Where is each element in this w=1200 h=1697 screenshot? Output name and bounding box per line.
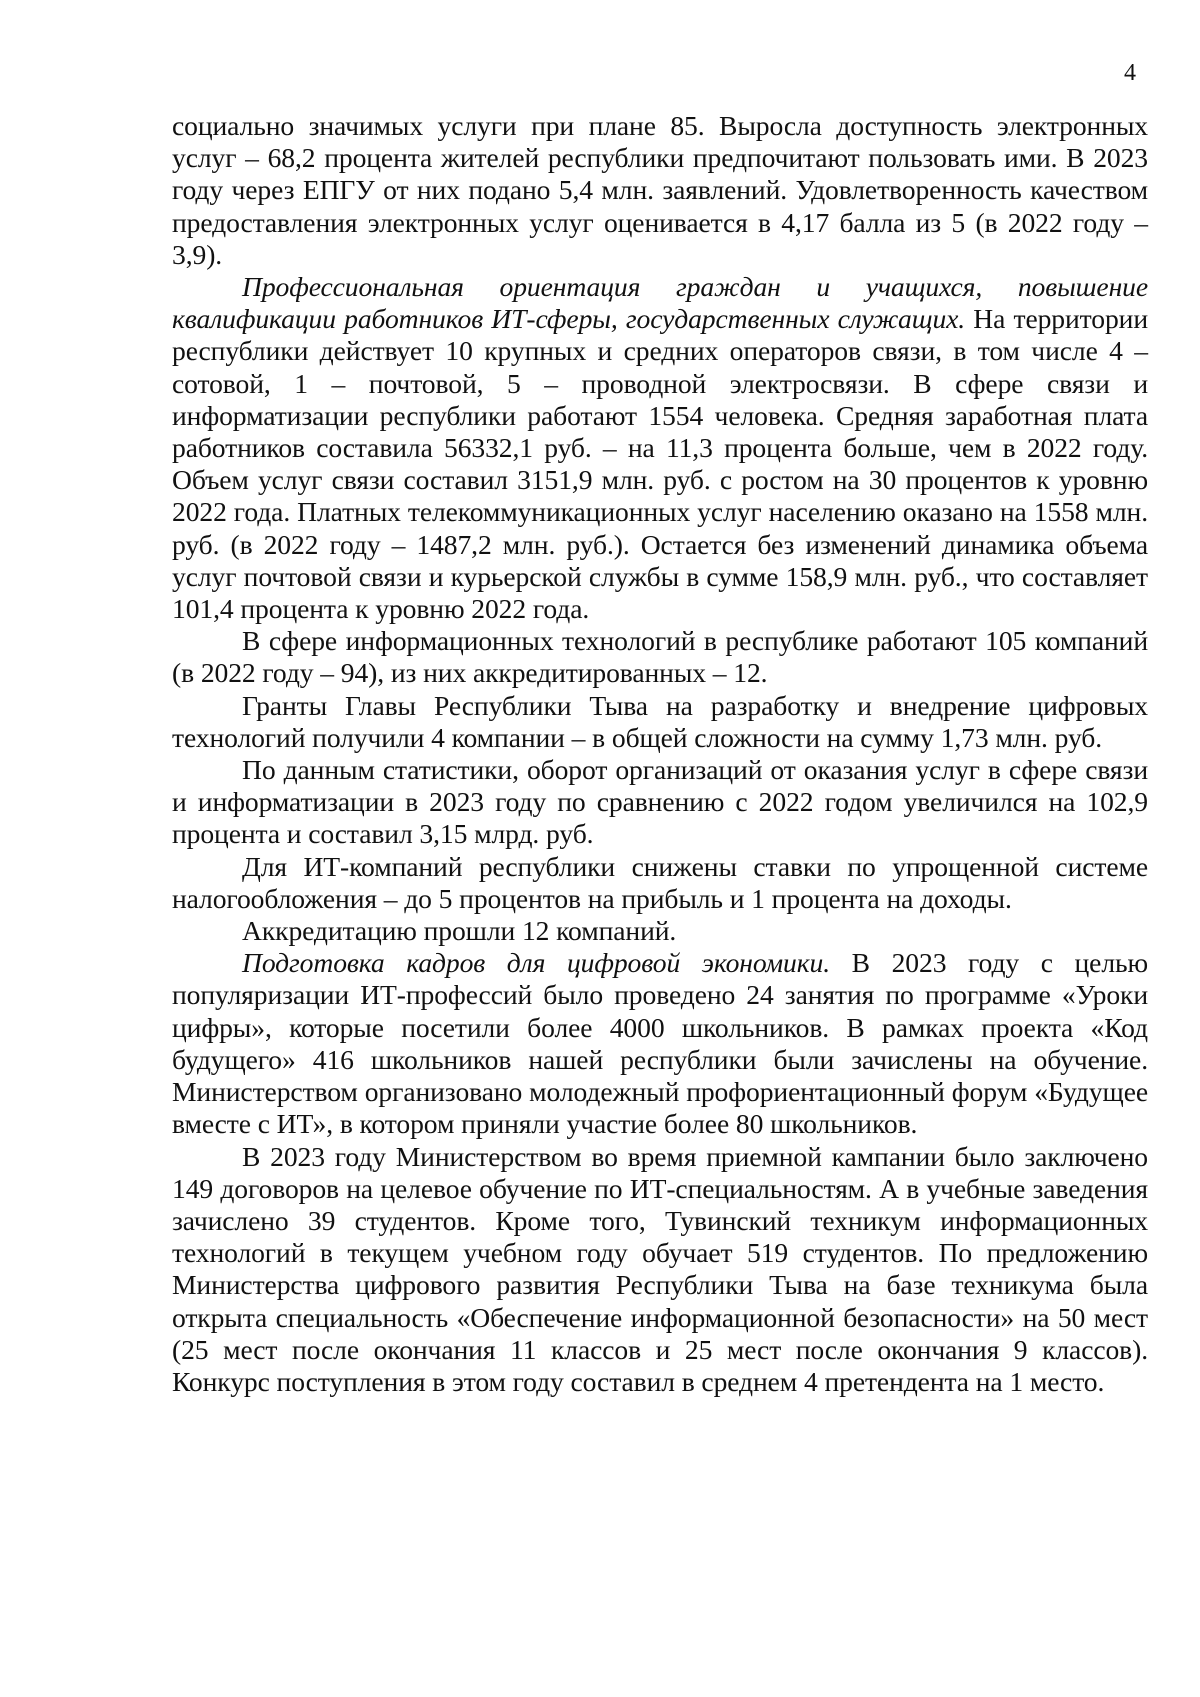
paragraph-text: Гранты Главы Республики Тыва на разработку и внедрение цифровых технологий получили 4 компании – в общей сложности на сумму 1,73 млн. руб. <box>172 689 1148 753</box>
page-number: 4 <box>1124 60 1136 86</box>
section-heading: Подготовка кадров для цифровой экономики. <box>242 947 831 979</box>
paragraph <box>172 754 1148 851</box>
section-heading: Профессиональная ориентация граждан и учащихся, повышение квалификации работников ИТ-сферы, государственных служащих. <box>172 271 1148 335</box>
paragraph <box>172 625 1148 689</box>
paragraph-text: социально значимых услуги при плане 85. Выросла доступность электронных услуг – 68,2 процента жителей республики предпочитают пользовать ими. В 2023 году через ЕПГУ от них подано 5,4 млн. заявлений. Удовлетворенность качеством предоставления электронных услуг оценивается в 4,17 балла из 5 (в 2022 году – 3,9). <box>172 110 1148 270</box>
paragraph <box>172 1141 1148 1399</box>
paragraph <box>172 110 1148 271</box>
paragraph-text: Для ИТ-компаний республики снижены ставки по упрощенной системе налогообложения – до 5 процентов на прибыль и 1 процента на доходы. <box>172 850 1148 914</box>
paragraph <box>172 271 1148 625</box>
paragraph <box>172 851 1148 915</box>
paragraph <box>172 915 1148 947</box>
paragraph-text: По данным статистики, оборот организаций от оказания услуг в сфере связи и информатизации в 2023 году по сравнению с 2022 годом увеличился на 102,9 процента и составил 3,15 млрд. руб. <box>172 754 1148 850</box>
paragraph-text: В сфере информационных технологий в республике работают 105 компаний (в 2022 году – 94), из них аккредитированных – 12. <box>172 625 1148 689</box>
document-body <box>172 110 1148 1398</box>
paragraph-text: На территории республики действует 10 крупных и средних операторов связи, в том числе 4 – сотовой, 1 – почтовой, 5 – проводной электросвязи. В сфере связи и информатизации республики работают 1554 человека. Средняя заработная плата работников составила 56332,1 руб. – на 11,3 процента больше, чем в 2022 году. Объем услуг связи составил 3151,9 млн. руб. с ростом на 30 процентов к уровню 2022 года. Платных телекоммуникационных услуг населению оказано на 1558 млн. руб. (в 2022 году – 1487,2 млн. руб.). Остается без изменений динамика объема услуг почтовой связи и курьерской службы в сумме 158,9 млн. руб., что составляет 101,4 процента к уровню 2022 года. <box>172 303 1148 625</box>
paragraph <box>172 690 1148 754</box>
paragraph-text: В 2023 году Министерством во время приемной кампании было заключено 149 договоров на целевое обучение по ИТ-специальностям. А в учебные заведения зачислено 39 студентов. Кроме того, Тувинский техникум информационных технологий в текущем учебном году обучает 519 студентов. По предложению Министерства цифрового развития Республики Тыва на базе техникума была открыта специальность «Обеспечение информационной безопасности» на 50 мест (25 мест после окончания 11 классов и 25 мест после окончания 9 классов). Конкурс поступления в этом году составил в среднем 4 претендента на 1 место. <box>172 1140 1148 1397</box>
paragraph-text: В 2023 году с целью популяризации ИТ-профессий было проведено 24 занятия по программе «Уроки цифры», которые посетили более 4000 школьников. В рамках проекта «Код будущего» 416 школьников нашей республики были зачислены на обучение. Министерством организовано молодежный профориентационный форум «Будущее вместе с ИТ», в котором приняли участие более 80 школьников. <box>172 947 1148 1140</box>
paragraph <box>172 947 1148 1140</box>
paragraph-text: Аккредитацию прошли 12 компаний. <box>242 915 677 947</box>
